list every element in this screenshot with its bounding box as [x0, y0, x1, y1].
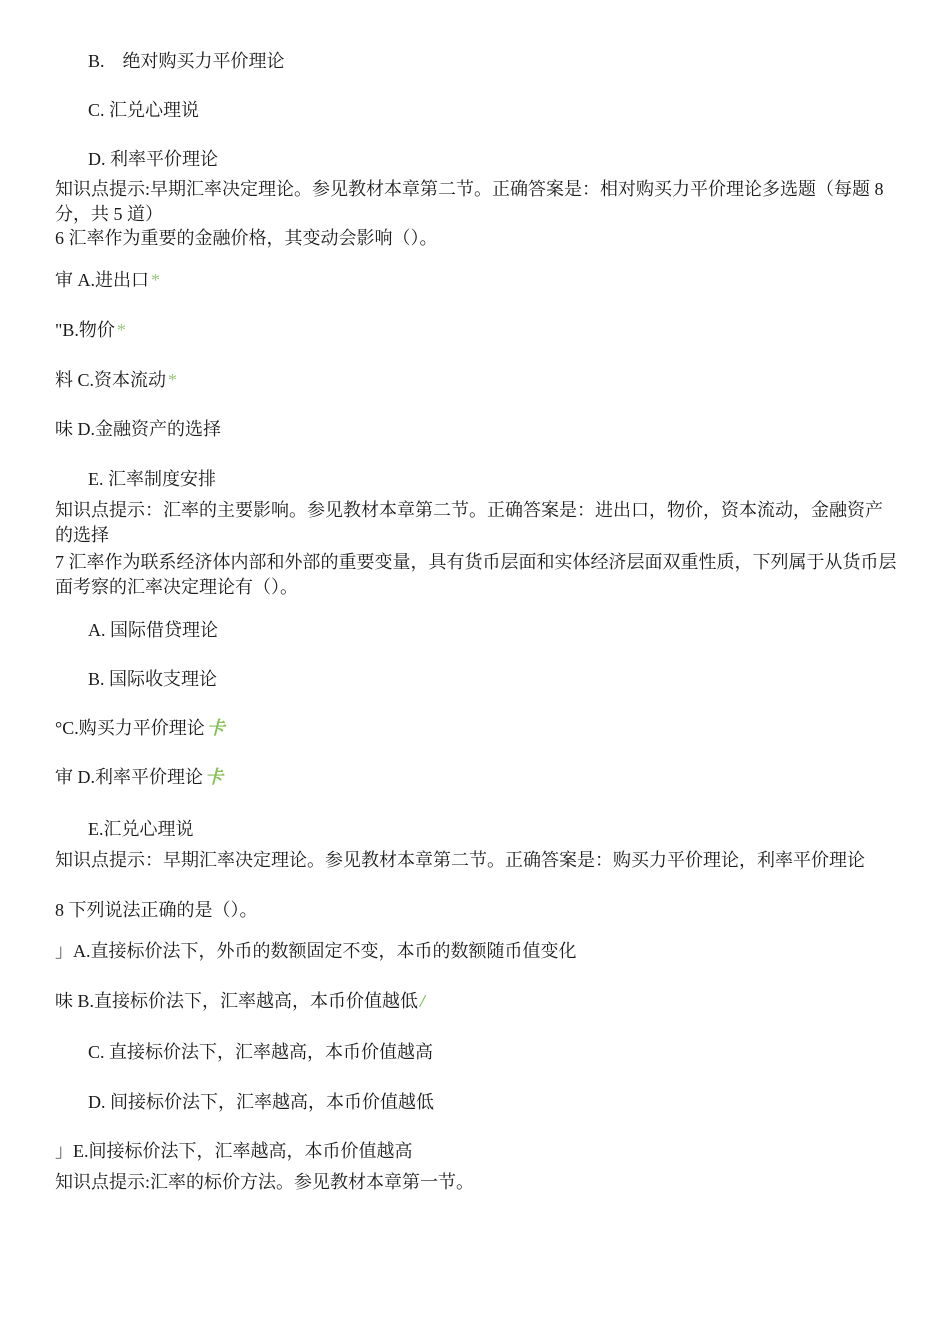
q6-option-c[interactable]: [55, 368, 177, 392]
q5-option-d[interactable]: D. 利率平价理论: [88, 149, 218, 169]
q8-option-b[interactable]: [55, 989, 425, 1013]
correct-check-icon: 卡: [205, 767, 223, 787]
q7-option-d-label: 审 D.利率平价理论: [55, 767, 203, 787]
correct-slash-icon: /: [420, 991, 426, 1011]
q6-option-c-label: 料 C.资本流动: [55, 370, 167, 390]
q8-option-e[interactable]: 」E.间接标价法下，汇率越高，本币价值越高: [55, 1141, 413, 1161]
q6-stem: 6 汇率作为重要的金融价格，其变动会影响（）。: [55, 228, 438, 248]
q6-option-a[interactable]: [55, 268, 160, 292]
q8-option-d[interactable]: D. 间接标价法下，汇率越高，本币价值越低: [88, 1092, 434, 1112]
correct-star-icon: *: [168, 370, 178, 390]
q8-option-b-label: 味 B.直接标价法下，汇率越高，本币价值越低: [55, 991, 419, 1011]
q7-option-b[interactable]: B. 国际收支理论: [88, 669, 218, 689]
q7-option-a[interactable]: A. 国际借贷理论: [88, 620, 218, 640]
correct-star-icon: *: [116, 320, 126, 340]
q6-hint: 知识点提示：汇率的主要影响。参见教材本章第二节。正确答案是：进出口，物价，资本流动，金融资产的选择: [55, 500, 883, 545]
q5-hint: 知识点提示:早期汇率决定理论。参见教材本章第二节。正确答案是：相对购买力平价理论多选题（每题 8 分，共 5 道）: [55, 179, 884, 224]
q7-stem: 7 汇率作为联系经济体内部和外部的重要变量，具有货币层面和实体经济层面双重性质，下列属于从货币层面考察的汇率决定理论有（）。: [55, 552, 897, 597]
q7-option-c-label: °C.购买力平价理论: [55, 718, 205, 738]
q8-option-c[interactable]: C. 直接标价法下，汇率越高，本币价值越高: [88, 1042, 434, 1062]
q8-option-a[interactable]: 」A.直接标价法下，外币的数额固定不变，本币的数额随币值变化: [55, 941, 577, 961]
q7-hint: 知识点提示：早期汇率决定理论。参见教材本章第二节。正确答案是：购买力平价理论，利率平价理论: [55, 850, 865, 870]
q8-stem: 8 下列说法正确的是（）。: [55, 900, 258, 920]
correct-star-icon: *: [151, 270, 160, 290]
q6-option-a-label: 审 A.进出口: [55, 270, 149, 290]
q7-option-d[interactable]: [55, 765, 223, 789]
q6-option-b[interactable]: [55, 318, 126, 342]
correct-check-icon: 卡: [206, 718, 225, 738]
q6-option-b-label: "B.物价: [55, 320, 115, 340]
q8-hint: 知识点提示:汇率的标价方法。参见教材本章第一节。: [55, 1172, 474, 1192]
q5-option-c[interactable]: C. 汇兑心理说: [88, 100, 200, 120]
q7-option-e[interactable]: E.汇兑心理说: [88, 819, 194, 839]
q6-option-d[interactable]: 味 D.金融资产的选择: [55, 419, 221, 439]
q7-option-c[interactable]: [55, 716, 225, 740]
q6-option-e[interactable]: E. 汇率制度安排: [88, 469, 216, 489]
q5-option-b[interactable]: B. 绝对购买力平价理论: [88, 51, 285, 71]
